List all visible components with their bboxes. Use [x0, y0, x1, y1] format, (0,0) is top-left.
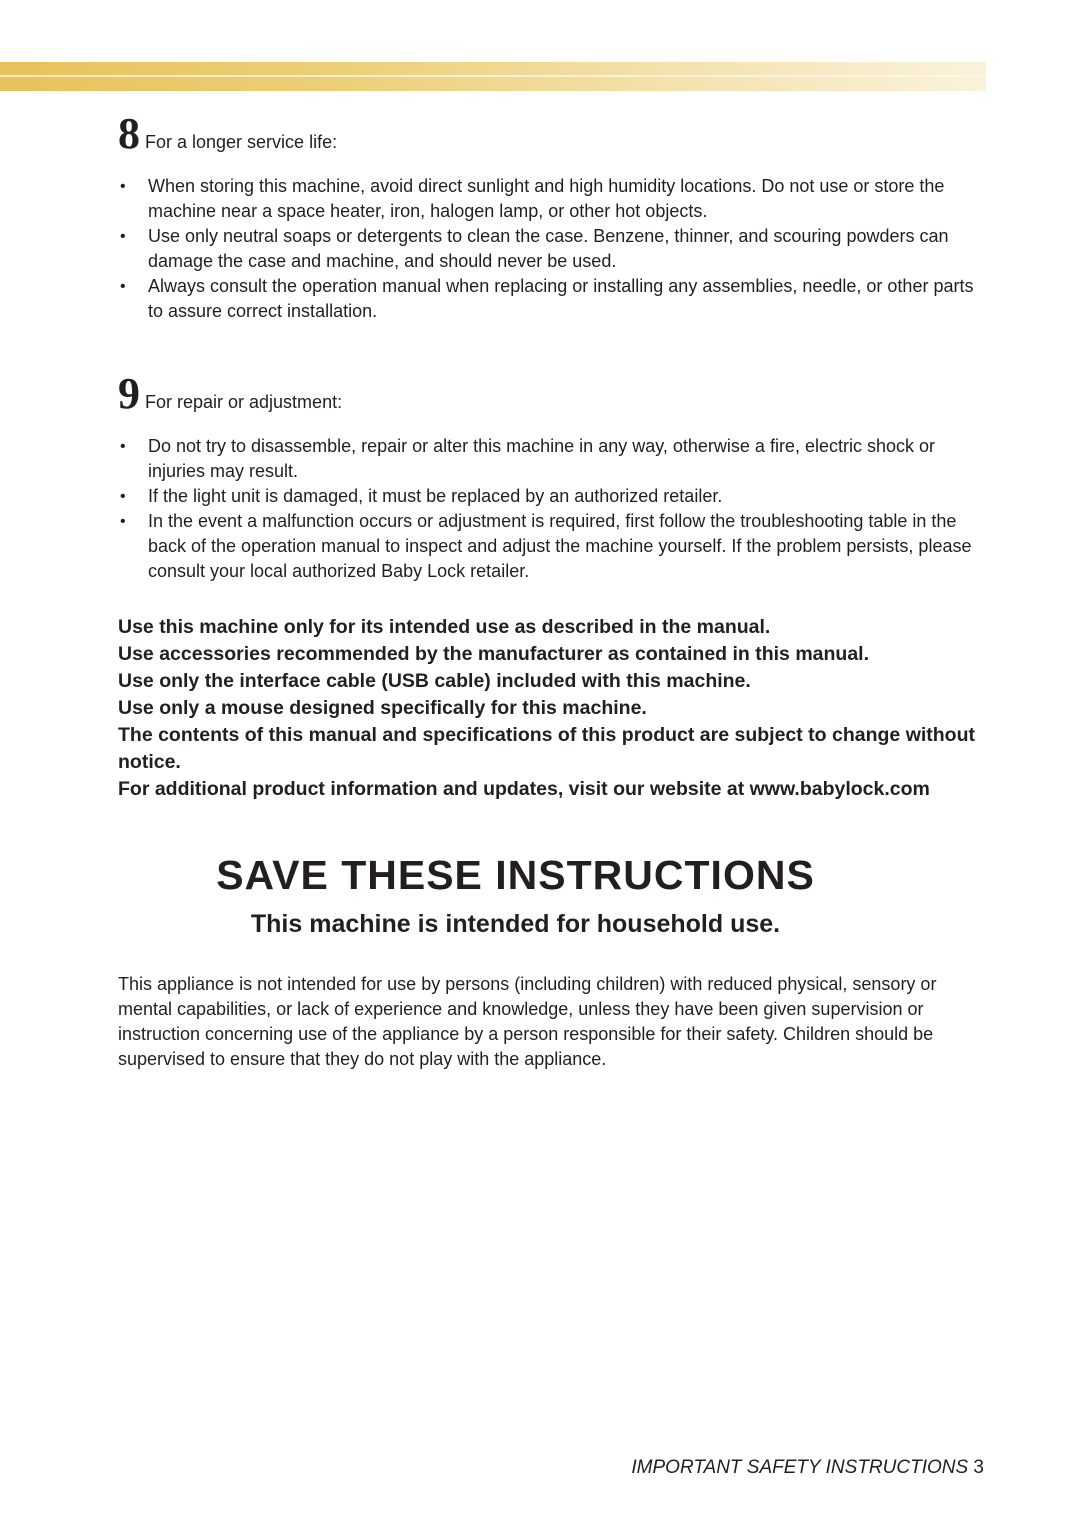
list-item: [118, 434, 984, 484]
section-8-heading: [118, 109, 984, 158]
footer-section-title: IMPORTANT SAFETY INSTRUCTIONS: [631, 1457, 969, 1478]
section-8-title: For a longer service life:: [145, 132, 338, 152]
notice-accessories: Use accessories recommended by the manufacturer as contained in this manual.: [118, 643, 870, 665]
list-item-text: When storing this machine, avoid direct sunlight and high humidity locations. Do not use or store the machine near a space heater, iron, halogen lamp, or other hot objects.: [148, 176, 945, 221]
list-item: [118, 224, 984, 274]
bullet-icon: •: [120, 488, 126, 505]
list-item: [118, 509, 984, 584]
list-item: [118, 274, 984, 324]
section-9-number: 9: [118, 369, 140, 418]
header-band-stripe: [0, 75, 986, 77]
list-item-text: Do not try to disassemble, repair or alter this machine in any way, otherwise a fire, electric shock or injuries may result.: [148, 436, 935, 481]
bullet-icon: •: [120, 178, 126, 195]
list-item: [118, 484, 984, 509]
save-instructions-title: SAVE THESE INSTRUCTIONS: [216, 852, 815, 898]
notice-mouse: Use only a mouse designed specifically for this machine.: [118, 697, 647, 719]
header-color-band: [0, 62, 986, 91]
household-use-subtitle: This machine is intended for household use.: [250, 910, 781, 938]
section-8: [118, 109, 984, 324]
section-8-number: 8: [118, 109, 140, 158]
bullet-icon: •: [120, 438, 126, 455]
page-number: 3: [973, 1457, 984, 1478]
section-9-heading: [118, 369, 984, 418]
section-8-list: [118, 174, 984, 324]
section-9-title: For repair or adjustment:: [145, 392, 343, 412]
notice-usb-cable: Use only the interface cable (USB cable) included with this machine.: [118, 670, 751, 692]
notice-website: For additional product information and updates, visit our website at www.babylock.com: [118, 778, 930, 800]
section-9-list: [118, 434, 984, 584]
list-item-text: In the event a malfunction occurs or adjustment is required, first follow the troubleshooting table in the back of the operation manual to inspect and adjust the machine yourself. If the problem persists, please consult your local authorized Baby Lock retailer.: [148, 511, 972, 581]
bullet-icon: •: [120, 278, 126, 295]
notice-intended-use: Use this machine only for its intended use as described in the manual.: [118, 616, 771, 638]
bullet-icon: •: [120, 228, 126, 245]
appliance-disclaimer: This appliance is not intended for use by persons (including children) with reduced physical, sensory or mental capabilities, or lack of experience and knowledge, unless they have been given supervision or instruction concerning use of the appliance by a person responsible for their safety. Children should be supervised to ensure that they do not play with the appliance.: [118, 974, 937, 1069]
page-footer: [631, 1457, 984, 1479]
bullet-icon: •: [120, 513, 126, 530]
notice-specifications: The contents of this manual and specifications of this product are subject to change without notice.: [118, 724, 976, 773]
list-item-text: If the light unit is damaged, it must be replaced by an authorized retailer.: [148, 486, 723, 506]
list-item-text: Use only neutral soaps or detergents to clean the case. Benzene, thinner, and scouring powders can damage the case and machine, and should never be used.: [148, 226, 949, 271]
section-9: [118, 369, 984, 584]
usage-notices: [118, 614, 984, 803]
list-item: [118, 174, 984, 224]
list-item-text: Always consult the operation manual when replacing or installing any assemblies, needle, or other parts to assure correct installation.: [148, 276, 974, 321]
